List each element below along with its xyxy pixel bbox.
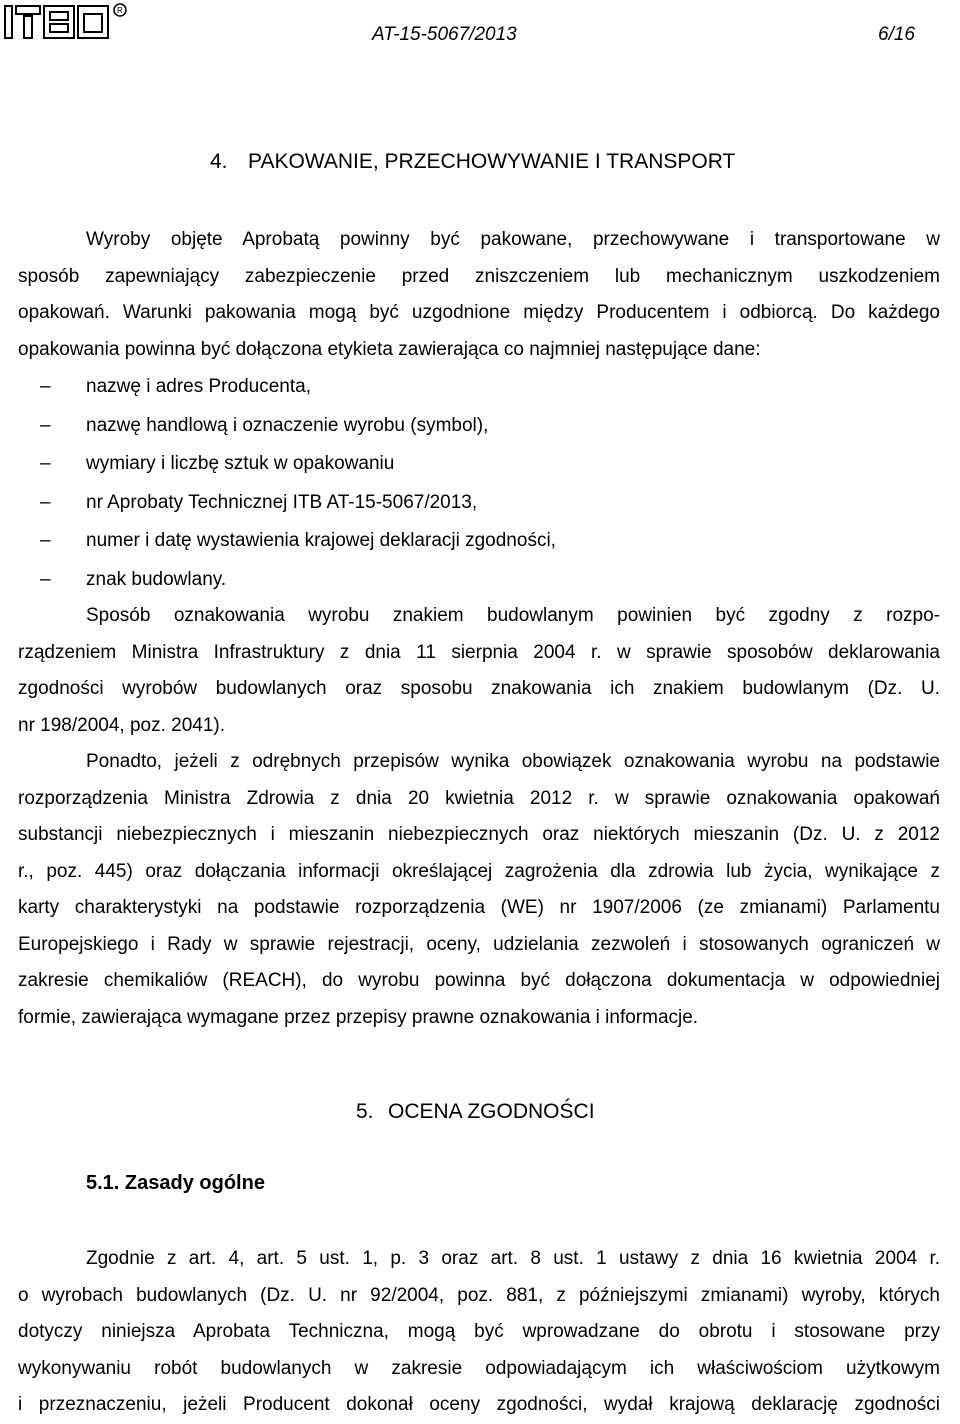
svg-text:R: R [117, 6, 123, 15]
list-item-text: nazwę handlową i oznaczenie wyrobu (symbol), [86, 414, 489, 436]
dash-bullet: – [40, 530, 51, 552]
list-item [18, 445, 556, 484]
list-item [18, 407, 556, 446]
text-line: rządzeniem Ministra Infrastruktury z dnia 11 sierpnia 2004 r. w sprawie sposobów deklarowania [18, 641, 940, 663]
list-item [18, 484, 556, 523]
section-5-heading [356, 1100, 595, 1124]
dash-bullet: – [40, 491, 51, 513]
text-line: dotyczy niniejsza Aprobata Techniczna, mogą być wprowadzane do obrotu i stosowane przy [18, 1321, 940, 1342]
section-4-heading [210, 150, 735, 174]
list-item-text: wymiary i liczbę sztuk w opakowaniu [86, 453, 395, 475]
packaging-paragraph [18, 222, 940, 368]
text-line: wykonywaniu robót budowlanych w zakresie odpowiadającym ich właściwościom użytkowym [18, 1357, 940, 1379]
list-item [18, 368, 556, 407]
page-number: 6/16 [878, 24, 915, 45]
section-title: PAKOWANIE, PRZECHOWYWANIE I TRANSPORT [248, 150, 736, 173]
section-number: 4. [210, 150, 228, 173]
text-line: Europejskiego i Rady w sprawie rejestracji, oceny, udzielania zezwoleń i stosowanych ograniczeń w [18, 933, 940, 955]
section-number: 5. [356, 1100, 374, 1123]
text-line: opakowania powinna być dołączona etykieta zawierająca co najmniej następujące dane: [18, 338, 761, 360]
list-item-text: numer i datę wystawienia krajowej deklaracji zgodności, [86, 530, 556, 552]
dash-bullet: – [40, 568, 51, 590]
dash-bullet: – [40, 453, 51, 475]
list-item [18, 561, 556, 600]
text-line: i przeznaczeniu, jeżeli Producent dokonał oceny zgodności, wydał krajową deklarację zgodności [18, 1394, 940, 1415]
text-line: zgodności wyrobów budowlanych oraz sposobu znakowania ich znakiem budowlanym (Dz. U. [18, 678, 940, 699]
document-reference: AT-15-5067/2013 [372, 24, 517, 45]
text-line: Zgodnie z art. 4, art. 5 ust. 1, p. 3 oraz art. 8 ust. 1 ustawy z dnia 16 kwietnia 2004 r. [86, 1248, 940, 1269]
list-item-text: nr Aprobaty Technicznej ITB AT-15-5067/2013, [86, 491, 478, 513]
text-line: sposób zapewniający zabezpieczenie przed zniszczeniem lub mechanicznym uszkodzeniem [18, 265, 940, 287]
text-line: Wyroby objęte Aprobatą powinny być pakowane, przechowywane i transportowane w [86, 229, 940, 250]
text-line: zakresie chemikaliów (REACH), do wyrobu powinna być dołączona dokumentacja w odpowiedniej [18, 970, 940, 991]
text-line: substancji niebezpiecznych i mieszanin niebezpiecznych oraz niektórych mieszanin (Dz. U. z 2012 [18, 824, 940, 845]
text-line: Ponadto, jeżeli z odrębnych przepisów wynika obowiązek oznakowania wyrobu na podstawie [86, 751, 940, 772]
text-line: r., poz. 445) oraz dołączania informacji określającej zagrożenia dla zdrowia lub życia, wynikające z [18, 860, 940, 882]
list-item-text: nazwę i adres Producenta, [86, 376, 311, 397]
text-line: o wyrobach budowlanych (Dz. U. nr 92/2004, poz. 881, z późniejszymi zmianami) wyroby, których [18, 1284, 940, 1306]
text-line: formie, zawierająca wymagane przez przepisy prawne oznakowania i informacje. [18, 1006, 699, 1028]
marking-paragraph [18, 598, 940, 744]
text-line: Sposób oznakowania wyrobu znakiem budowlanym powinien być zgodny z rozpo- [86, 605, 940, 626]
subsection-heading: 5.1. Zasady ogólne [86, 1172, 265, 1194]
itb-logo [4, 2, 128, 42]
text-line: opakowań. Warunki pakowania mogą być uzgodnione między Producentem i odbiorcą. Do każdego [18, 302, 940, 323]
dash-bullet: – [40, 376, 51, 397]
label-data-list [18, 368, 556, 600]
section-title: OCENA ZGODNOŚCI [388, 1100, 595, 1123]
list-item-text: znak budowlany. [86, 568, 227, 590]
dash-bullet: – [40, 414, 51, 436]
list-item [18, 522, 556, 561]
text-line: karty charakterystyki na podstawie rozporządzenia (WE) nr 1907/2006 (ze zmianami) Parlamentu [18, 897, 940, 918]
hazard-paragraph [18, 744, 940, 1036]
text-line: rozporządzenia Ministra Zdrowia z dnia 20 kwietnia 2012 r. w sprawie oznakowania opakowań [18, 787, 940, 809]
conformity-paragraph [18, 1241, 940, 1424]
text-line: nr 198/2004, poz. 2041). [18, 714, 226, 736]
